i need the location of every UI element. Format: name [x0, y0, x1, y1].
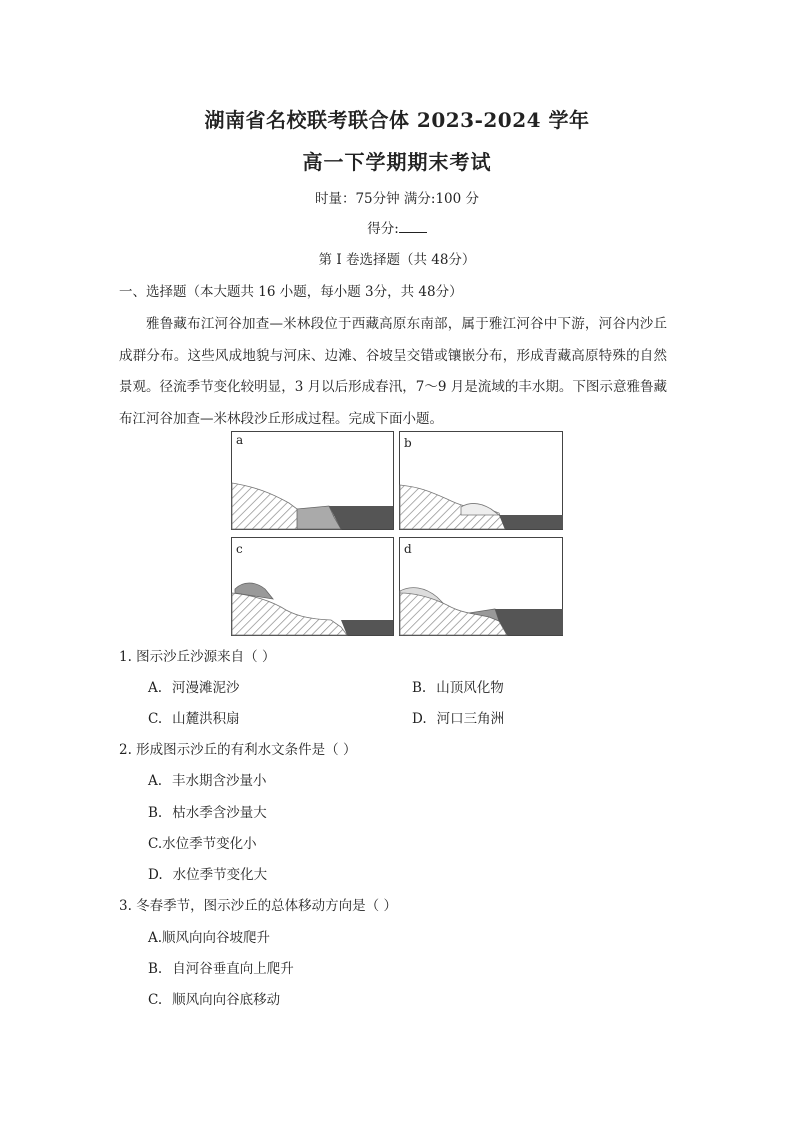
option-letter: A.: [148, 680, 163, 696]
option-letter: C.: [148, 992, 163, 1008]
question-1-option-b[interactable]: [412, 676, 504, 696]
option-letter: D.: [148, 867, 163, 883]
question-1-stem: 1. 图示沙丘沙源来自（ ）: [119, 649, 276, 665]
time-and-score-info: 时量：75分钟 满分:100 分: [314, 191, 480, 207]
panel-d: [400, 538, 564, 636]
option-text: 河漫滩泥沙: [172, 680, 240, 696]
question-1-option-d[interactable]: [412, 707, 504, 727]
panel-label: a: [236, 433, 244, 447]
river-water: [341, 620, 393, 635]
exam-title-line1: 湖南省名校联考联合体 2023-2024 学年: [204, 108, 590, 132]
score-label: 得分:: [367, 221, 399, 237]
question-3-option-a[interactable]: [148, 926, 270, 946]
option-letter: D.: [412, 711, 427, 727]
option-text: 河口三角洲: [436, 711, 505, 727]
question-1-option-a[interactable]: [148, 676, 240, 696]
section-heading: 一、选择题（本大题共 16 小题，每小题 3分，共 48分）: [119, 284, 463, 300]
option-letter: B.: [148, 805, 163, 821]
option-letter: C.: [148, 711, 163, 727]
option-text: 枯水季含沙量大: [172, 805, 267, 821]
question-3-stem: 3. 冬春季节，图示沙丘的总体移动方向是（ ）: [119, 898, 397, 914]
option-text: 顺风向向谷坡爬升: [162, 930, 271, 946]
option-text: 水位季节变化大: [172, 867, 268, 883]
question-2-option-c[interactable]: [148, 832, 257, 852]
question-3-option-b[interactable]: [148, 957, 294, 977]
question-2-option-a[interactable]: [148, 769, 267, 789]
score-blank: [399, 218, 427, 233]
option-text: 水位季节变化小: [162, 836, 257, 852]
river-water: [495, 609, 563, 635]
question-1-option-c[interactable]: [148, 707, 240, 727]
option-letter: B.: [412, 680, 427, 696]
panel-c: [232, 538, 394, 636]
exam-title-line2: 高一下学期期末考试: [302, 150, 492, 174]
option-text: 自河谷垂直向上爬升: [172, 961, 294, 977]
river-water: [499, 515, 563, 529]
question-3-option-c[interactable]: [148, 988, 280, 1008]
option-text: 顺风向向谷底移动: [172, 992, 281, 1008]
option-text: 山麓洪积扇: [172, 711, 240, 727]
dune-formation-figure: [231, 431, 563, 636]
panel-label: c: [236, 542, 243, 556]
part-title: 第 I 卷选择题（共 48分）: [318, 252, 476, 268]
question-2-option-b[interactable]: [148, 801, 267, 821]
panel-label: b: [404, 436, 412, 450]
panel-b: [400, 432, 564, 530]
panel-label: d: [404, 542, 412, 556]
panel-a: [232, 432, 394, 530]
option-letter: A.: [148, 773, 163, 789]
option-letter: C.: [148, 836, 163, 852]
question-2-stem: 2. 形成图示沙丘的有利水文条件是（ ）: [119, 742, 357, 758]
reading-passage: 雅鲁藏布江河谷加查—米林段位于西藏高原东南部，属于雅江河谷中下游，河谷内沙丘成群分布。这些风成地貌与河床、边滩、谷坡呈交错或镶嵌分布，形成青藏高原特殊的自然景观。径流季节变化较明显，3 月以后形成春汛，7～9 月是流域的丰水期。下图示意雅鲁藏布江河谷加查—米林段沙丘形成过程。完成下面小题。: [119, 316, 667, 427]
score-field: [0, 217, 794, 237]
option-text: 山顶风化物: [436, 680, 504, 696]
question-2-option-d[interactable]: [148, 863, 267, 883]
option-letter: A.: [148, 930, 163, 946]
option-letter: B.: [148, 961, 163, 977]
option-text: 丰水期含沙量小: [172, 773, 267, 789]
